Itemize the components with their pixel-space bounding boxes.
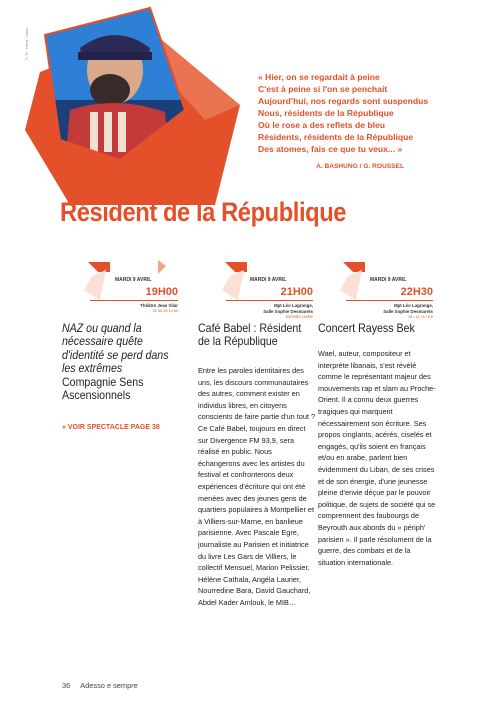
event-date: MARDI 9 AVRIL	[250, 277, 287, 283]
event-venue	[226, 303, 313, 314]
event-company: Compagnie Sens Ascensionnels	[62, 375, 144, 403]
quote-author: A. BASHUNG / G. ROUSSEL	[316, 163, 404, 170]
see-show-link[interactable]: » VOIR SPECTACLE PAGE 38	[62, 424, 160, 431]
page-title: Résident de la République	[60, 197, 347, 227]
quote-line: Des atomes, fais ce que tu veux... »	[258, 144, 403, 154]
event-heading: Concert Rayess Bek	[318, 321, 415, 335]
event-phone: ENTRÉE LIBRE	[285, 315, 313, 319]
event-description: Wael, auteur, compositeur et interprète libanais, s'est révélé comme le représentant majeur des mouvements rap et slam au Proche-Orient. Il a connu deux guerres tragiques qui marquent nécessairement son écriture. Ses propos cinglants, acérés, ciselés et engagés, qu'ils soient en français et/ou en arabe, parlent bien évidemment du Liban, de ses crises et de son énergie, d'une jeunesse pleine d'envie déçue par le pouvoir politique, de sujets de société qui se comprennent des faubourgs de Beyrouth aux abords du « périph' parisien ». Il parle résolument de la guerre, des combats et de la situation internationale.	[318, 349, 436, 567]
header-graphic	[0, 0, 250, 205]
divider	[226, 300, 313, 301]
quote-line: Résidents, résidents de la République	[258, 132, 414, 142]
quote-line: « Hier, on se regardait à peine	[258, 72, 380, 82]
event-heading: Café Babel : Résident de la République	[198, 321, 302, 349]
publication-name: Adesso e sempre	[80, 681, 138, 690]
photo-credit: © Th. Hervi / Atlas	[24, 27, 29, 60]
event-phone: 15 / 11 / 8 / 6 €	[407, 315, 433, 319]
event-venue	[346, 303, 433, 314]
quote-line: Où le rose a des reflets de bleu	[258, 120, 386, 130]
venue-line: Mpt Léo Lagrange,	[273, 303, 313, 308]
quote-line: Aujourd'hui, nos regards sont suspendus	[258, 96, 429, 106]
divider	[346, 300, 433, 301]
quote-line: Nous, résidents de la République	[258, 108, 394, 118]
event-phone: 01 55 53 10 60	[152, 309, 178, 313]
page-number: 36	[62, 681, 71, 690]
event-venue: Théâtre Jean Vilar	[140, 303, 178, 308]
event-time: 21H00	[280, 286, 313, 298]
event-date: MARDI 9 AVRIL	[115, 277, 152, 283]
quote-line: C'est à peine si l'on se penchait	[258, 84, 388, 94]
divider	[90, 300, 178, 301]
venue-line: Salle Sophie Desmarets	[263, 308, 313, 314]
page-footer	[62, 681, 148, 690]
event-description: Entre les paroles identitaires des uns, les discours communautaires des autres, comment exister en individus libres, en citoyens conscients de faire partie d'un tout ? Ce Café Babel, toujours en direct sur Divergence FM 93,9, sera réalisé en public. Nous échangerons avec les artistes du festival et confronterons deux expériences d'écriture qui ont été menées avec des jeunes gens de quartiers populaires à Montpellier et à Villiers-sur-Marne, en banlieue parisienne. Avec Pascale Egre, journaliste au Parisien et initiatrice du livre Les Gars de Villiers, le collectif Mensuel, Marion Pelissier, Hélène Cathala, Angéla Laurier, Nourredine Bara, David Gauchard, Abdel Kader Amlouk, le MIB…	[198, 366, 315, 607]
event-date: MARDI 9 AVRIL	[370, 277, 407, 283]
event-heading: NAZ ou quand la nécessaire quête d'identité se perd dans les extrêmes	[62, 321, 169, 376]
venue-line: Salle Sophie Desmarets	[383, 308, 433, 314]
venue-line: Mpt Léo Lagrange,	[393, 303, 433, 308]
event-time: 19H00	[145, 286, 178, 298]
event-time: 22H30	[400, 286, 433, 298]
quote-block	[258, 71, 429, 155]
